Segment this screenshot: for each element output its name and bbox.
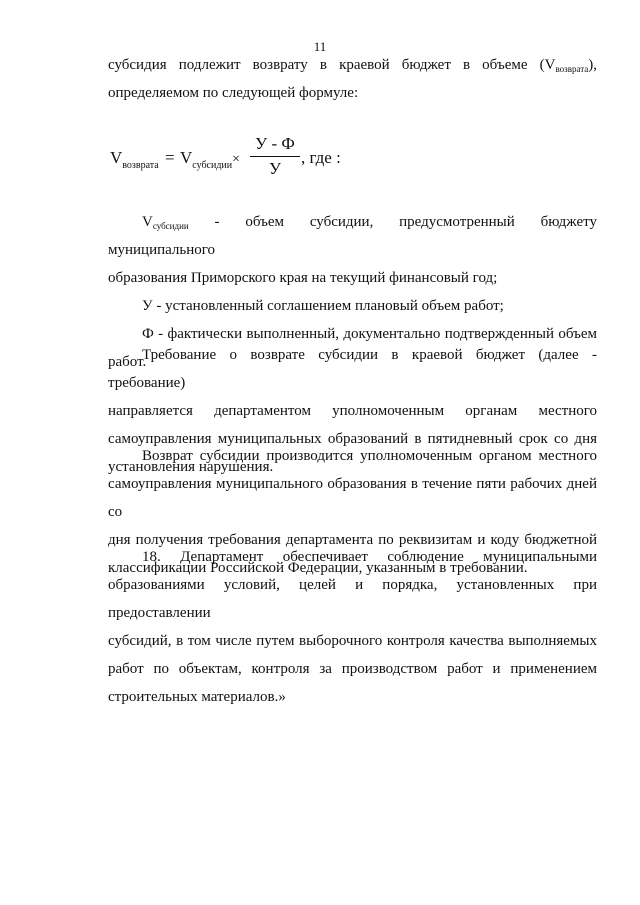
definition-f-line-2: работ. [108, 354, 147, 370]
paragraph-line: образованиями условий, целей и порядка, установленных при предоставлении [108, 577, 597, 621]
paragraph-line: самоуправления муниципального образования в течение пяти рабочих дней со [108, 476, 597, 520]
formula-fraction [250, 134, 300, 179]
page-number: 11 [313, 39, 327, 54]
paragraph-line: 18. Департамент обеспечивает соблюдение муниципальными [142, 549, 597, 565]
paragraph-line: Возврат субсидии производится уполномоченным органом местного [142, 448, 597, 464]
formula-rhs: $V_{субсидии}\times$ [180, 148, 241, 171]
item-18-paragraph [108, 543, 597, 711]
paragraph-line: работ по объектам, контроля за производством работ и применением [108, 661, 597, 677]
paragraph-line: самоуправления муниципальных образований в пятидневный срок со дня [108, 431, 597, 447]
definition-v-subsidy-line-2: образования Приморского края на текущий финансовый год; [108, 270, 498, 286]
formula-equals: = [165, 148, 175, 167]
paragraph-line: Требование о возврате субсидии в краевой бюджет (далее - требование) [108, 347, 597, 391]
definition-v-subsidy-line-1: $V_{субсидии}$ - объем субсидии, предусмотренный бюджету муниципального [108, 214, 597, 258]
paragraph-line: субсидий, в том числе путем выборочного контроля качества выполняемых [108, 633, 597, 649]
formula-tail: , где : [301, 148, 341, 167]
paragraph-line: направляется департаментом уполномоченным органам местного [108, 403, 597, 419]
intro-line-2: определяемом по следующей формуле: [108, 85, 359, 101]
paragraph-line: установления нарушения. [108, 459, 274, 475]
formula-numerator: У - Ф [255, 134, 295, 153]
paragraph-line: строительных материалов.» [108, 689, 286, 705]
definition-f-line-1: Ф - фактически выполненный, документально подтвержденный объем [142, 326, 597, 342]
formula-denominator: У [268, 159, 282, 178]
fraction-bar [250, 156, 300, 157]
paragraph-line: дня получения требования департамента по реквизитам и коду бюджетной [108, 532, 597, 548]
intro-line-1: субсидия подлежит возврату в краевой бюджет в объеме $(V_{возврата})$, [108, 57, 597, 74]
paragraph-line: классификации Российской Федерации, указанным в требовании. [108, 560, 528, 576]
definition-u: У - установленный соглашением плановый объем работ; [142, 298, 504, 314]
intro-text [108, 51, 597, 107]
formula-lhs: $V_{возврата}$ [110, 148, 159, 171]
